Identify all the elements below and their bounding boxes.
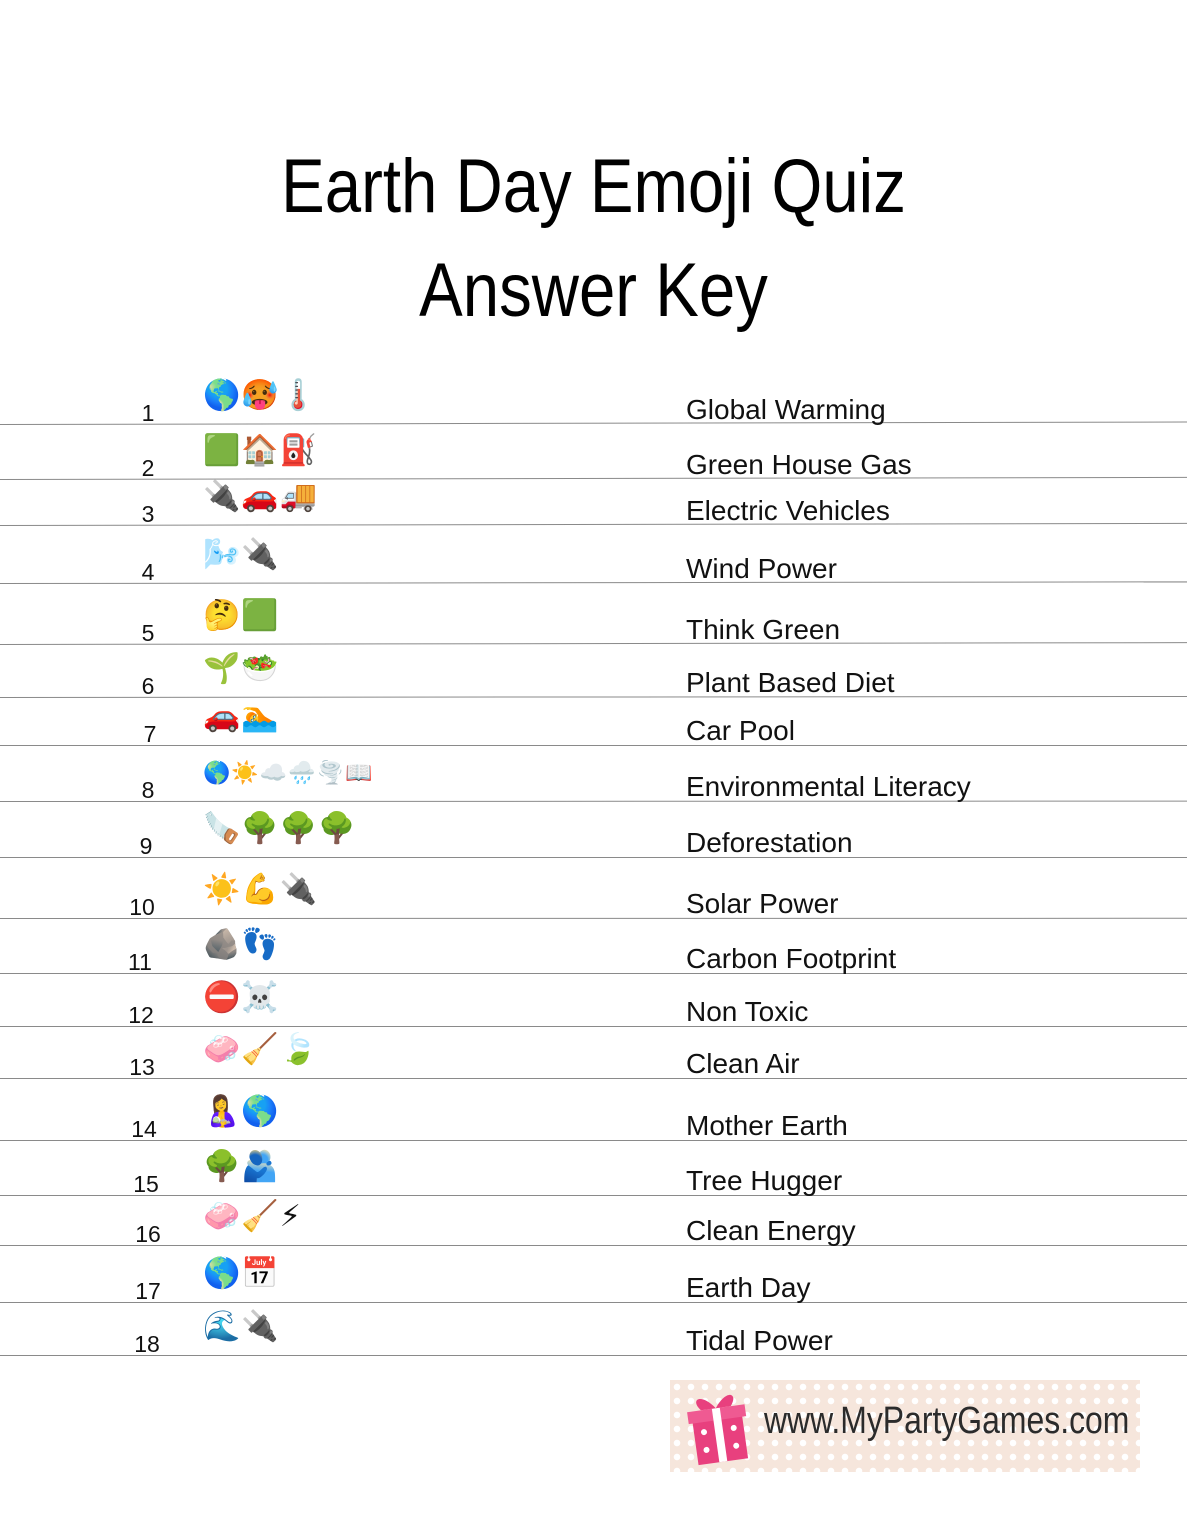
answer-text: Deforestation bbox=[686, 827, 853, 858]
question-number: 9 bbox=[139, 833, 153, 859]
emoji-clue: 🪨👣 bbox=[203, 927, 280, 962]
answer-text: Car Pool bbox=[686, 715, 795, 746]
answer-text: Tidal Power bbox=[686, 1325, 833, 1356]
answer-line bbox=[0, 973, 1187, 974]
question-number: 10 bbox=[129, 894, 155, 920]
emoji-clue: 🌱🥗 bbox=[203, 651, 280, 686]
site-url[interactable]: www.MyPartyGames.com bbox=[764, 1400, 1130, 1442]
emoji-clue: 🧼🧹🍃 bbox=[203, 1032, 319, 1067]
site-badge[interactable] bbox=[670, 1380, 1140, 1472]
emoji-clue: ⛔☠️ bbox=[203, 980, 280, 1015]
answer-text: Non Toxic bbox=[686, 996, 809, 1027]
answer-line bbox=[0, 1195, 1187, 1196]
answer-text: Global Warming bbox=[686, 394, 886, 425]
emoji-clue: 🟩🏠⛽ bbox=[203, 433, 319, 468]
emoji-clue: 🚗🏊 bbox=[203, 699, 280, 734]
emoji-clue: 🌎🥵🌡️ bbox=[203, 378, 319, 413]
answer-line bbox=[0, 1355, 1187, 1356]
question-number: 16 bbox=[135, 1221, 161, 1247]
answer-text: Earth Day bbox=[686, 1272, 811, 1303]
question-number: 18 bbox=[134, 1331, 160, 1357]
emoji-clue: 🤱🌎 bbox=[203, 1094, 280, 1129]
answer-text: Environmental Literacy bbox=[686, 771, 971, 802]
emoji-clue: 🌊🔌 bbox=[203, 1309, 280, 1344]
title-line-2: Answer Key bbox=[419, 248, 768, 333]
emoji-clue: ☀️💪🔌 bbox=[203, 872, 319, 907]
answer-text: Carbon Footprint bbox=[686, 943, 897, 974]
answer-text: Think Green bbox=[686, 614, 841, 645]
question-number: 3 bbox=[141, 501, 155, 527]
question-number: 13 bbox=[129, 1054, 155, 1080]
question-number: 8 bbox=[141, 777, 155, 803]
emoji-clue: 🧼🧹⚡ bbox=[203, 1199, 302, 1234]
question-number: 17 bbox=[135, 1278, 161, 1304]
question-number: 15 bbox=[133, 1171, 159, 1197]
answer-text: Electric Vehicles bbox=[686, 495, 890, 526]
answer-line bbox=[0, 1140, 1187, 1141]
answer-line bbox=[0, 477, 1187, 480]
question-number: 14 bbox=[131, 1116, 157, 1142]
answer-text: Mother Earth bbox=[686, 1110, 848, 1141]
answer-text: Solar Power bbox=[686, 888, 839, 919]
answer-line bbox=[0, 918, 1187, 919]
answer-line bbox=[0, 1078, 1187, 1079]
emoji-clue: 🌬️🔌 bbox=[203, 537, 280, 572]
answer-line bbox=[0, 422, 1187, 425]
question-number: 12 bbox=[128, 1002, 154, 1028]
answer-line bbox=[0, 1302, 1187, 1303]
answer-text: Green House Gas bbox=[686, 449, 912, 480]
emoji-clue: 🪚🌳🌳🌳 bbox=[203, 811, 357, 846]
emoji-clue: 🤔🟩 bbox=[203, 598, 280, 633]
emoji-clue: 🌎📅 bbox=[203, 1256, 280, 1291]
answer-line bbox=[0, 581, 1187, 584]
question-number: 2 bbox=[141, 455, 155, 481]
answer-line bbox=[0, 857, 1187, 858]
answer-text: Wind Power bbox=[686, 553, 837, 584]
question-number: 4 bbox=[141, 559, 155, 585]
emoji-clue: 🔌🚗🚚 bbox=[203, 479, 319, 514]
answer-text: Plant Based Diet bbox=[686, 667, 895, 698]
emoji-clue: 🌎☀️☁️🌧️🌪️📖 bbox=[203, 761, 374, 786]
answer-text: Tree Hugger bbox=[686, 1165, 843, 1196]
answer-text: Clean Air bbox=[686, 1048, 800, 1079]
answer-line bbox=[0, 642, 1187, 645]
question-number: 5 bbox=[141, 620, 155, 646]
answer-line bbox=[0, 523, 1187, 526]
answer-line bbox=[0, 745, 1187, 746]
answer-text: Clean Energy bbox=[686, 1215, 856, 1246]
title-line-1: Earth Day Emoji Quiz bbox=[281, 144, 906, 229]
emoji-clue: 🌳🫂 bbox=[203, 1149, 280, 1184]
answer-line bbox=[0, 696, 1187, 698]
answer-line bbox=[0, 801, 1187, 802]
answer-line bbox=[0, 1026, 1187, 1027]
question-number: 6 bbox=[141, 673, 155, 699]
question-number: 1 bbox=[141, 400, 155, 426]
question-number: 7 bbox=[143, 721, 157, 747]
answer-line bbox=[0, 1245, 1187, 1246]
gift-box-icon bbox=[686, 1386, 752, 1468]
question-number: 11 bbox=[128, 949, 152, 975]
